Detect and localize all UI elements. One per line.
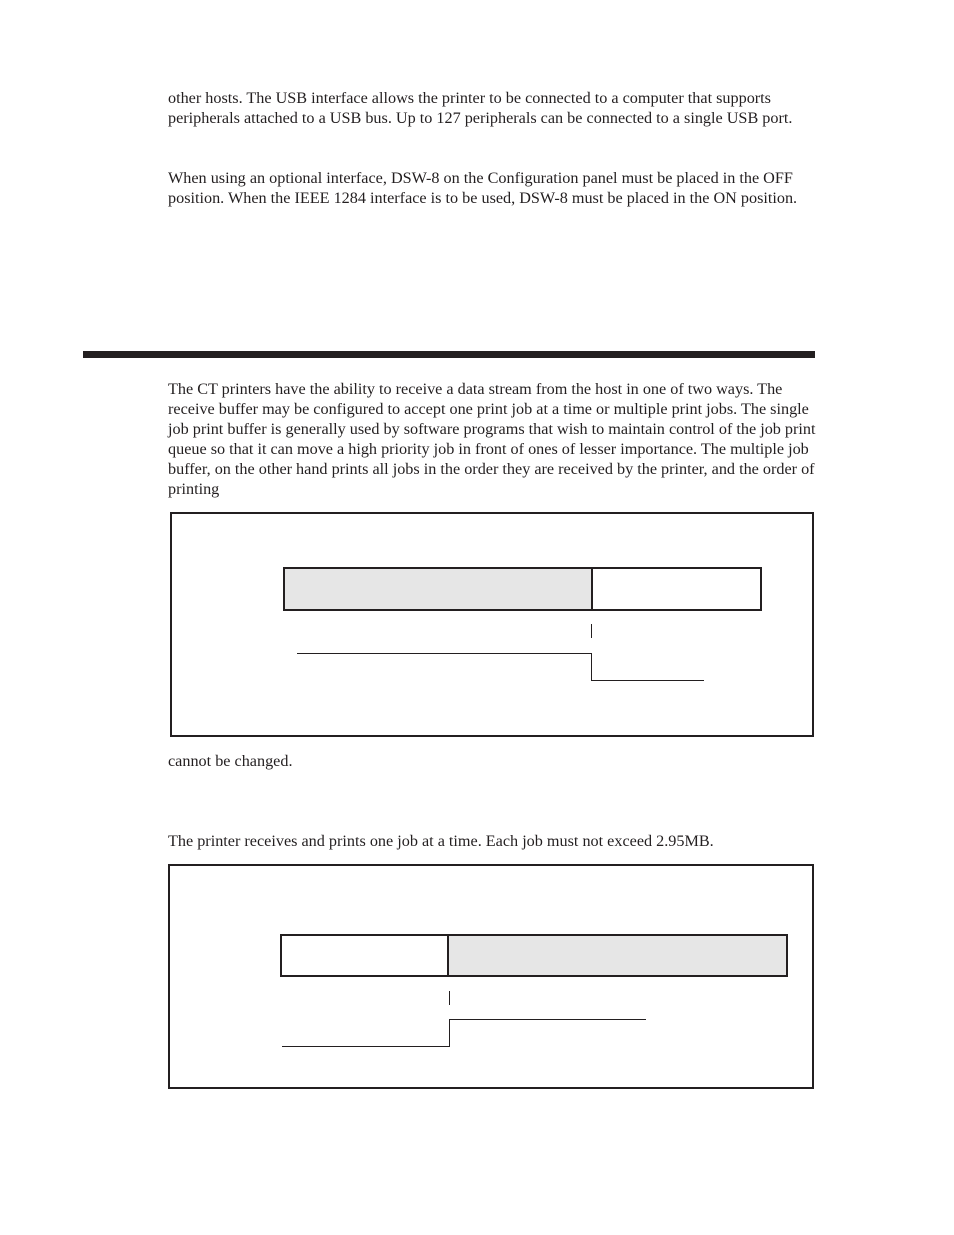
paragraph-single-job: The printer receives and prints one job at a time. Each job must not exceed 2.95MB. (168, 832, 714, 850)
span-line-right (449, 1019, 646, 1020)
paragraph-buffer-intro-end: cannot be changed. (168, 752, 293, 770)
span-line-left (297, 653, 592, 654)
paragraph-optional-interface: When using an optional interface, DSW-8 on the Configuration panel must be placed in the OFF position. When the IEEE 1284 interface is to be used, DSW-8 must be placed in the ON position. (168, 169, 798, 207)
buffer-diagram-2 (168, 864, 814, 1089)
span-step (449, 1019, 450, 1047)
paragraph-buffer-intro: The CT printers have the ability to receive a data stream from the host in one of two ways. The receive buffer may be configured to accept one print job at a time or multiple print jobs. The single job print buffer is generally used by software programs that wish to maintain control of the job print queue so that it can move a high priority job in front of ones of lesser importance. The multiple job buffer, on the other hand prints all jobs in the order they are received by the printer, and the order of printing (168, 380, 816, 498)
boundary-tick (449, 991, 450, 1005)
buffer-bar (283, 567, 762, 611)
buffer-divider (591, 569, 593, 609)
buffer-bar (280, 934, 788, 977)
buffer-shaded-segment (285, 569, 591, 609)
buffer-shaded-segment (449, 936, 786, 975)
span-line-right (591, 680, 704, 681)
section-divider (83, 351, 815, 358)
span-line-left (282, 1046, 450, 1047)
buffer-diagram-1 (170, 512, 814, 737)
boundary-tick (591, 624, 592, 638)
span-step (591, 653, 592, 681)
paragraph-usb-interface: other hosts. The USB interface allows the printer to be connected to a computer that supports peripherals attached to a USB bus. Up to 127 peripherals can be connected to a single USB port. (168, 89, 793, 127)
